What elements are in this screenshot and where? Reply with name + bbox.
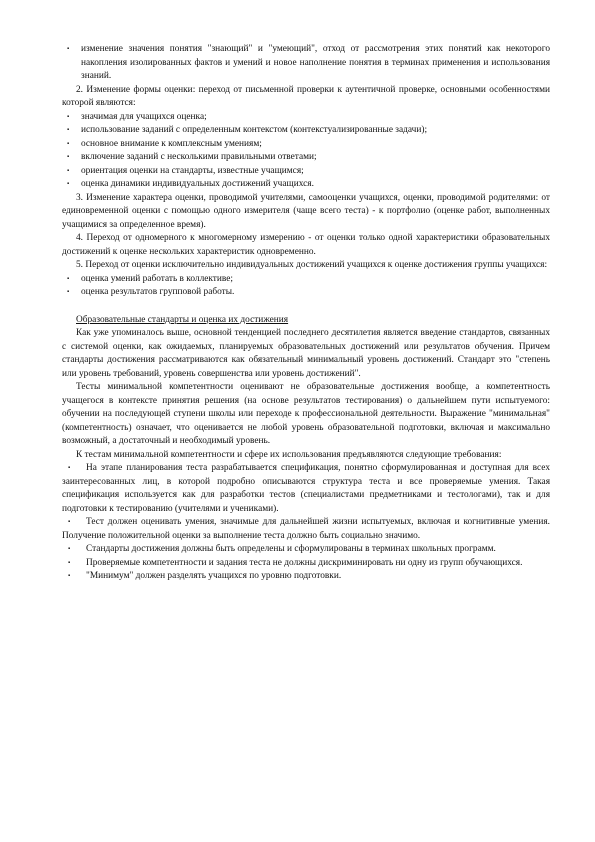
paragraph: 4. Переход от одномерного к многомерному измерению - от оценки только одной характеристики образовательных достижений к оценке нескольких характеристик одновременно.: [62, 233, 550, 257]
paragraph: 2. Изменение формы оценки: переход от письменной проверки к аутентичной проверке, основными особенностями которой являются:: [62, 84, 550, 108]
section-title: Образовательные стандарты и оценка их достижения: [76, 314, 289, 325]
paragraph: Тесты минимальной компетентности оценивают не образовательные достижения вообще, а компетентность учащегося в контексте принятия решения (на основе результатов тестирования) о дальнейшем пути испытуемого: обучении на последующей ступени школы или переходе к профессиональной деятельности. Выражение "минимальная" (компетентность) означает, что оценивается не любой уровень образовательной подготовки, включая и максимально возможный, а достаточный и необходимый уровень.: [62, 382, 550, 446]
paragraph: 5. Переход от оценки исключительно индивидуальных достижений учащихся к оценке достижения группы учащихся:: [76, 260, 548, 270]
bullet-icon: ▪: [68, 465, 71, 471]
list-item: [62, 543, 550, 557]
bullet-icon: ▪: [68, 519, 71, 525]
list-item-text: "Минимум" должен разделять учащихся по уровню подготовки.: [86, 571, 342, 581]
bullet-icon: ▪: [68, 546, 71, 552]
bullet-icon: ▪: [67, 289, 70, 295]
list-item-text: Тест должен оценивать умения, значимые для дальнейшей жизни испытуемых, включая и когнитивные умения. Получение положительной оценки за выполнение теста должно быть социально значимо.: [62, 517, 550, 541]
list-item: [62, 273, 550, 287]
bullet-icon: ▪: [67, 113, 70, 120]
list-item-text: оценка динамики индивидуальных достижений учащихся.: [81, 179, 314, 189]
list-item-text: ориентация оценки на стандарты, известные учащимся;: [81, 165, 304, 176]
list-item: [62, 286, 550, 300]
bullet-icon: ▪: [67, 154, 70, 160]
list-item-text: На этапе планирования теста разрабатывается спецификация, понятно сформулированная и доступная для всех заинтересованных лиц, в которой подробно описываются структура теста и все проверяемые умения. Такая спецификация используется как для разработки тестов (специалистами предметниками и тестологами), так и для подготовки к тестированию (учителями и учениками).: [62, 463, 550, 514]
paragraph: Как уже упоминалось выше, основной тенденцией последнего десятилетия является введение стандартов, связанных с системой оценки, как ожидаемых, планируемых образовательных достижений или результатов обучения. Причем стандарты достижения рассматриваются как обязательный минимальный уровень достижений. Стандарт это "степень или уровень требований, уровень совершенства или уровень достижений".: [62, 328, 550, 379]
bullet-icon: ▪: [67, 46, 70, 52]
list-item-text: включение заданий с несколькими правильными ответами;: [81, 152, 317, 162]
list-item-text: изменение значения понятия "знающий" и "умеющий", отход от рассмотрения этих понятий как некоторого накопления изолированных фактов и умений и новое наполнение понятия в терминах применения и использования знаний.: [81, 44, 550, 81]
bullet-icon: ▪: [67, 140, 70, 147]
paragraph: К тестам минимальной компетентности и сфере их использования предъявляются следующие требования:: [76, 449, 502, 460]
list-item-text: Проверяемые компетентности и задания теста не должны дискриминировать ни одну из групп обучающихся.: [86, 557, 523, 568]
list-item: [62, 178, 550, 192]
bullet-icon: ▪: [67, 275, 70, 282]
list-item: [62, 165, 550, 179]
list-item: [62, 516, 550, 543]
bullet-icon: ▪: [67, 167, 70, 174]
list-item: [62, 43, 550, 84]
list-item: [62, 151, 550, 165]
list-item: [62, 138, 550, 152]
list-item: [62, 557, 550, 571]
bullet-icon: ▪: [67, 181, 70, 187]
document-page: [62, 0, 550, 842]
list-item-text: оценка результатов групповой работы.: [81, 287, 235, 297]
bullet-icon: ▪: [68, 559, 71, 566]
list-item-text: использование заданий с определенным контекстом (контекстуализированные задачи);: [81, 125, 428, 135]
list-item: [62, 124, 550, 138]
bullet-icon: ▪: [68, 573, 71, 579]
list-item: [62, 462, 550, 516]
list-item: [62, 570, 550, 584]
list-item: [62, 111, 550, 125]
paragraph: 3. Изменение характера оценки, проводимой учителями, самооценки учащихся, оценки, проводимой родителями: от единовременной оценки с помощью одного измерителя (чаще всего теста) - к портфолио (оценке работ, выполненных учащимися за определенное время).: [62, 192, 550, 230]
list-item-text: оценка умений работать в коллективе;: [81, 273, 233, 284]
list-item-text: Стандарты достижения должны быть определены и сформулированы в терминах школьных программ.: [86, 544, 496, 554]
list-item-text: значимая для учащихся оценка;: [81, 111, 207, 122]
bullet-icon: ▪: [67, 127, 70, 133]
list-item-text: основное внимание к комплексным умениям;: [81, 138, 262, 149]
